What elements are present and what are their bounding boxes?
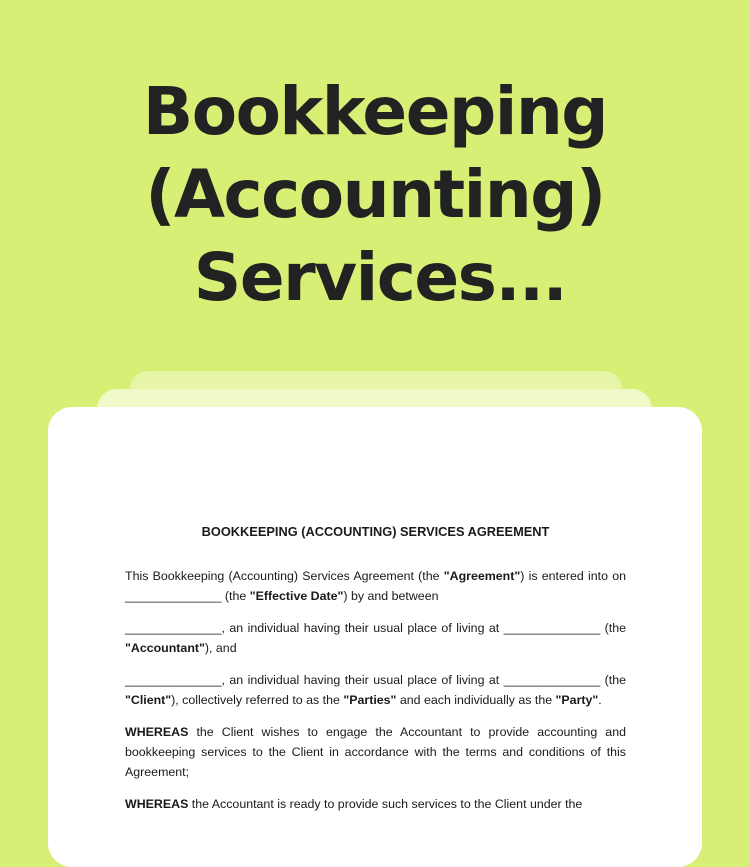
whereas-keyword: WHEREAS <box>125 797 189 811</box>
defined-term-party: "Party" <box>555 693 599 707</box>
text-span: the Client wishes to engage the Accountant to provide accounting and bookkeeping services to the Client in accordance with the terms and conditions of this Agreement; <box>125 725 626 779</box>
whereas-keyword: WHEREAS <box>125 725 189 739</box>
document-body <box>125 522 626 826</box>
text-span: and each individually as the <box>396 693 556 707</box>
hero-title <box>0 70 750 319</box>
text-span: This Bookkeeping (Accounting) Services Agreement (the <box>125 569 444 583</box>
hero-title-line-2: (Accounting) <box>145 156 605 233</box>
defined-term-parties: "Parties" <box>343 693 397 707</box>
text-span: . <box>598 693 602 707</box>
defined-term-agreement: "Agreement" <box>443 569 521 583</box>
document-paragraph-whereas-1 <box>125 722 626 782</box>
document-paragraph-intro <box>125 566 626 606</box>
text-span: the Accountant is ready to provide such services to the Client under the <box>188 797 583 811</box>
document-heading: BOOKKEEPING (ACCOUNTING) SERVICES AGREEMENT <box>201 524 550 539</box>
document-preview-card[interactable] <box>48 407 702 867</box>
document-paragraph-whereas-2 <box>125 794 626 814</box>
text-span: ), collectively referred to as the <box>171 693 344 707</box>
text-span: ______________, an individual having their usual place of living at ______________ (the <box>125 673 626 687</box>
document-paragraph-client <box>125 670 626 710</box>
text-span: ) by and between <box>343 589 439 603</box>
hero-title-line-3: Services... <box>193 239 567 316</box>
text-span: ), and <box>204 641 237 655</box>
defined-term-accountant: "Accountant" <box>125 641 205 655</box>
document-paragraph-accountant <box>125 618 626 658</box>
hero-title-line-1: Bookkeeping <box>142 73 608 150</box>
defined-term-effective-date: "Effective Date" <box>249 589 344 603</box>
text-span: ) is entered into on ______________ (the <box>125 569 626 603</box>
defined-term-client: "Client" <box>125 693 172 707</box>
text-span: ______________, an individual having their usual place of living at ______________ (the <box>125 621 626 635</box>
